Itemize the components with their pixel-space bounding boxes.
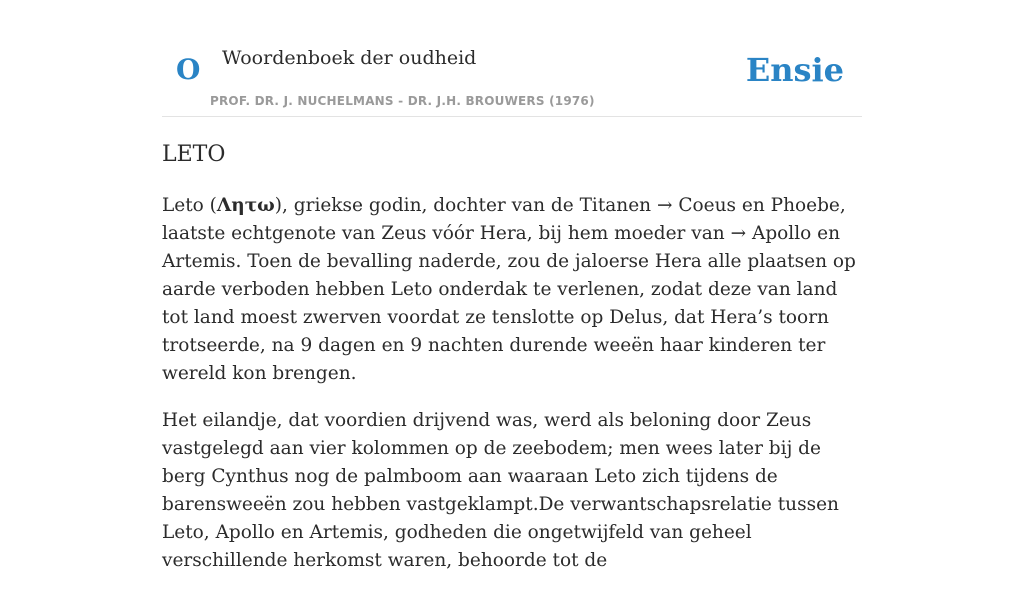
book-authors: PROF. DR. J. NUCHELMANS - DR. J.H. BROUWERS (1976) <box>210 94 595 108</box>
xref-arrow-icon: → <box>656 195 673 216</box>
xref-coeus-phoebe-label: Coeus en Phoebe <box>672 195 840 216</box>
paragraph-1-text-2: ), griekse godin, dochter van de Titanen <box>274 195 657 216</box>
paragraph-1 <box>162 192 862 388</box>
xref-arrow-icon: → <box>730 223 747 244</box>
book-title-link[interactable]: Woordenboek der oudheid <box>222 47 477 69</box>
xref-apollo-artemis-label: Apollo en Artemis <box>162 223 841 272</box>
entry-title: LETO <box>162 142 226 167</box>
xref-coeus-phoebe[interactable] <box>657 195 840 216</box>
paragraph-2: Het eilandje, dat voordien drijvend was, werd als beloning door Zeus vastgelegd aan vier kolommen op de zeebodem; men wees later bij de berg Cynthus nog de palmboom aan waaraan Leto zich tijdens de barensweeën zou hebben vastgeklampt.De verwantschapsrelatie tussen Leto, Apollo en Artemis, godheden die ongetwijfeld van geheel verschillende herkomst waren, behoorde tot de <box>162 410 839 571</box>
ensie-logo[interactable]: Ensie <box>745 51 844 89</box>
greek-name: Λητω <box>216 195 275 216</box>
paragraph-1-text-4: . Toen de bevalling naderde, zou de jaloerse Hera alle plaatsen op aarde verboden hebben Leto onderdak te verlenen, zodat deze van land tot land moest zwerven voordat ze tenslotte op Delus, dat Hera’s toorn trotseerde, na 9 dagen en 9 nachten durende weeën haar kinderen ter wereld kon brengen. <box>162 251 856 384</box>
paragraph-1-text-1: Leto ( <box>162 195 217 216</box>
book-letter-link[interactable]: O <box>176 53 201 86</box>
paragraph-1-text-3: , laatste echtgenote van Zeus vóór Hera, bij hem moeder van <box>162 195 846 244</box>
book-header <box>162 40 862 117</box>
entry-content <box>162 192 862 594</box>
